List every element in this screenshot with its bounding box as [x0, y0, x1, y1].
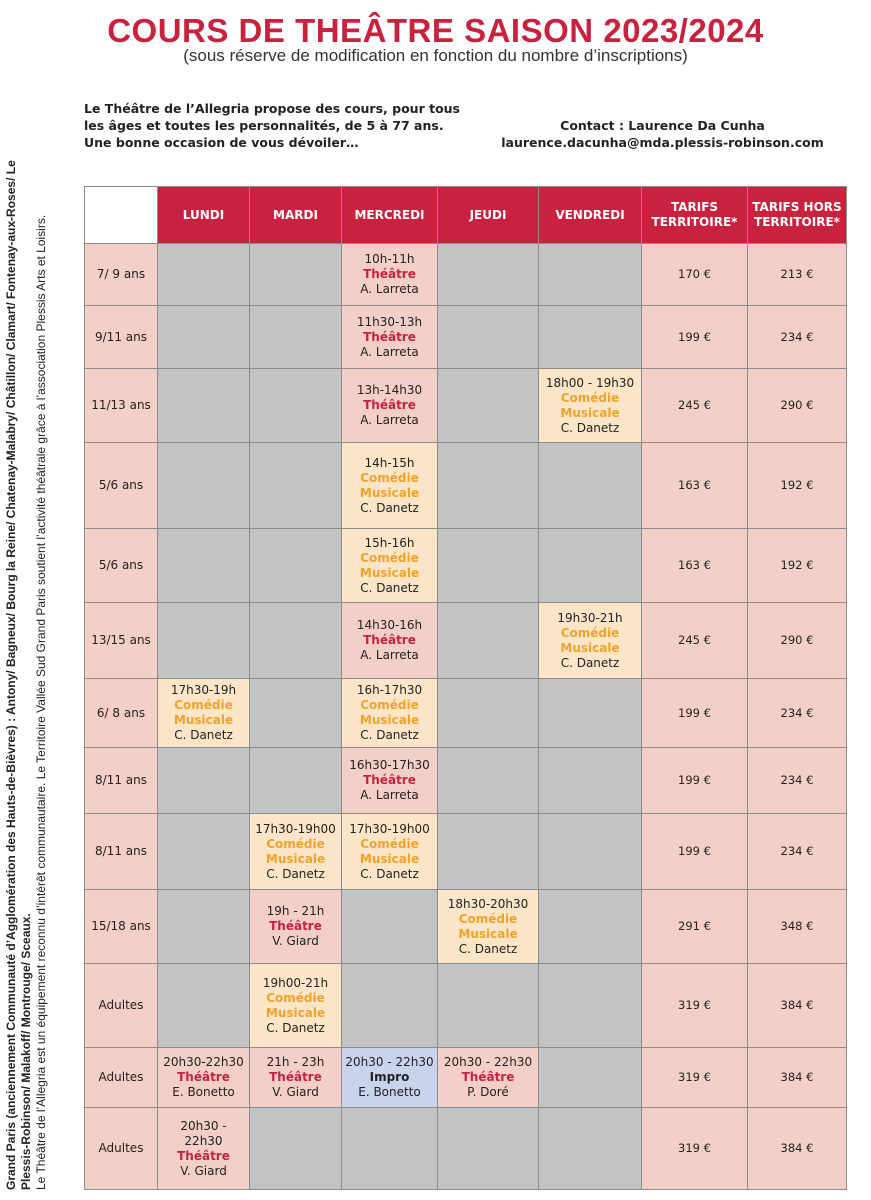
course-activity: Théâtre: [363, 398, 416, 412]
course-activity: Théâtre: [177, 1148, 230, 1163]
empty-slot: [158, 529, 250, 603]
tarif-territoire-cell: 199 €: [642, 814, 748, 890]
tarif-territoire-cell: 199 €: [642, 748, 748, 814]
tarif-territoire-cell: 170 €: [642, 244, 748, 306]
course-teacher: E. Bonetto: [172, 1085, 235, 1099]
tarif-hors-territoire-cell: 348 €: [748, 890, 847, 964]
tarif-hors-territoire-cell: 384 €: [748, 1048, 847, 1108]
course-cell: [438, 890, 539, 964]
empty-slot: [158, 369, 250, 443]
table-row: [85, 244, 847, 306]
course-cell: [342, 748, 438, 814]
empty-slot: [158, 244, 250, 306]
course-cell: [250, 1048, 342, 1108]
table-row: [85, 1108, 847, 1190]
empty-slot: [539, 1048, 642, 1108]
course-time: 10h-11h: [364, 252, 415, 266]
course-teacher: C. Danetz: [360, 728, 419, 742]
empty-slot: [438, 814, 539, 890]
course-cell: [342, 679, 438, 748]
course-activity: Comédie Musicale: [359, 836, 420, 866]
side-note-bold: Grand Paris (anciennement Communauté d’Agglomération des Hauts-de-Bièvres) : Antony/ Bagneux/ Bourg la Reine/ Chatenay-Malabry/ Châtillon/ Clamart/ Fontenay-aux-Roses/ Le Plessis-Robinson/ Malakoff/ Montrouge/ Sceaux.: [4, 160, 33, 1190]
table-row: [85, 748, 847, 814]
table-row: [85, 964, 847, 1048]
course-teacher: A. Larreta: [360, 413, 419, 427]
course-activity: Comédie Musicale: [560, 390, 620, 420]
course-time: 20h30 - 22h30: [180, 1118, 227, 1148]
contact-email[interactable]: laurence.dacunha@mda.plessis-robinson.com: [501, 135, 824, 150]
table-row: [85, 679, 847, 748]
course-teacher: E. Bonetto: [358, 1085, 421, 1099]
schedule-body: [85, 244, 847, 1190]
tarif-territoire-cell: 319 €: [642, 1048, 748, 1108]
course-cell: [250, 890, 342, 964]
empty-slot: [158, 748, 250, 814]
empty-slot: [158, 306, 250, 369]
course-teacher: A. Larreta: [360, 282, 419, 296]
table-row: [85, 369, 847, 443]
empty-slot: [342, 964, 438, 1048]
empty-slot: [438, 603, 539, 679]
empty-slot: [158, 814, 250, 890]
empty-slot: [539, 244, 642, 306]
course-cell: [342, 369, 438, 443]
table-row: [85, 603, 847, 679]
empty-slot: [438, 369, 539, 443]
course-cell: [342, 529, 438, 603]
tarif-hors-territoire-cell: 234 €: [748, 679, 847, 748]
age-cell: 9/11 ans: [85, 306, 158, 369]
header-row: [85, 187, 847, 244]
course-activity: Comédie Musicale: [458, 911, 518, 941]
course-time: 17h30-19h00: [255, 821, 336, 836]
course-time: 19h00-21h: [262, 975, 329, 990]
table-row: [85, 306, 847, 369]
course-teacher: C. Danetz: [560, 420, 620, 435]
tarif-hors-territoire-cell: 384 €: [748, 1108, 847, 1190]
empty-slot: [539, 306, 642, 369]
age-cell: 8/11 ans: [85, 748, 158, 814]
empty-slot: [342, 890, 438, 964]
course-time: 20h30 - 22h30: [345, 1055, 434, 1069]
tarif-hors-territoire-cell: 290 €: [748, 369, 847, 443]
header-tarifs-hors-territoire: TARIFS HORS TERRITOIRE*: [748, 187, 847, 244]
course-teacher: P. Doré: [467, 1085, 509, 1099]
course-teacher: A. Larreta: [360, 344, 419, 359]
header-mercredi: MERCREDI: [342, 187, 438, 244]
course-cell: [342, 443, 438, 529]
empty-slot: [158, 964, 250, 1048]
empty-slot: [158, 443, 250, 529]
empty-slot: [250, 1108, 342, 1190]
tarif-territoire-cell: 199 €: [642, 306, 748, 369]
course-time: 20h30 - 22h30: [443, 1055, 533, 1069]
course-teacher: C. Danetz: [560, 655, 620, 670]
table-row: [85, 1048, 847, 1108]
course-cell: [342, 306, 438, 369]
empty-slot: [250, 603, 342, 679]
header-vendredi: VENDREDI: [539, 187, 642, 244]
header-mardi: MARDI: [250, 187, 342, 244]
age-cell: Adultes: [85, 1108, 158, 1190]
course-teacher: V. Giard: [272, 1085, 319, 1099]
tarif-hors-territoire-cell: 290 €: [748, 603, 847, 679]
course-activity: Théâtre: [363, 267, 416, 281]
course-teacher: V. Giard: [180, 1163, 227, 1178]
empty-slot: [250, 529, 342, 603]
course-teacher: C. Danetz: [360, 866, 419, 881]
course-teacher: C. Danetz: [360, 580, 419, 595]
tarif-hors-territoire-cell: 234 €: [748, 748, 847, 814]
empty-slot: [438, 679, 539, 748]
course-time: 17h30-19h: [170, 683, 237, 697]
course-activity: Théâtre: [363, 633, 416, 647]
course-time: 21h - 23h: [266, 1055, 325, 1069]
course-time: 16h-17h30: [356, 683, 423, 697]
course-activity: Comédie Musicale: [560, 625, 620, 655]
empty-slot: [158, 890, 250, 964]
course-time: 11h30-13h: [356, 314, 423, 329]
tarif-territoire-cell: 319 €: [642, 1108, 748, 1190]
tarif-territoire-cell: 245 €: [642, 603, 748, 679]
course-teacher: C. Danetz: [360, 500, 419, 515]
course-activity: Comédie Musicale: [359, 470, 420, 500]
intro-text: Le Théâtre de l’Allegria propose des cours, pour tous les âges et toutes les personnalités, de 5 à 77 ans. Une bonne occasion de vous dévoiler…: [84, 101, 460, 150]
course-time: 14h30-16h: [356, 618, 423, 632]
empty-slot: [438, 244, 539, 306]
tarif-hors-territoire-cell: 192 €: [748, 443, 847, 529]
empty-slot: [438, 529, 539, 603]
course-activity: Théâtre: [269, 1070, 322, 1084]
page-title: COURS DE THEÂTRE SAISON 2023/2024: [107, 12, 764, 49]
empty-slot: [342, 1108, 438, 1190]
empty-slot: [539, 529, 642, 603]
header-corner: [85, 187, 158, 244]
page-subtitle: (sous réserve de modification en fonction du nombre d’inscriptions): [183, 46, 688, 65]
empty-slot: [438, 964, 539, 1048]
empty-slot: [158, 603, 250, 679]
course-time: 15h-16h: [364, 535, 415, 550]
header-tarifs-territoire: TARIFS TERRITOIRE*: [642, 187, 748, 244]
empty-slot: [250, 306, 342, 369]
empty-slot: [438, 443, 539, 529]
course-cell: [342, 814, 438, 890]
course-time: 14h-15h: [364, 455, 415, 470]
tarif-territoire-cell: 163 €: [642, 443, 748, 529]
age-cell: 5/6 ans: [85, 443, 158, 529]
schedule-table: [84, 186, 847, 1190]
empty-slot: [539, 814, 642, 890]
age-cell: 7/ 9 ans: [85, 244, 158, 306]
course-teacher: C. Danetz: [266, 1020, 325, 1035]
course-time: 16h30-17h30: [349, 758, 430, 772]
side-note-plain: Le Théâtre de l’Allegria est un équipement reconnu d’intérêt communautaire. Le Territoire Vallée Sud Grand Paris soutient l’activité théâtrale grâce à l’association Plessis Arts et Loisirs.: [34, 214, 48, 1190]
table-row: [85, 890, 847, 964]
course-cell: [158, 679, 250, 748]
empty-slot: [250, 748, 342, 814]
course-activity: Théâtre: [363, 773, 416, 787]
course-cell: [342, 603, 438, 679]
course-cell: [539, 603, 642, 679]
tarif-territoire-cell: 245 €: [642, 369, 748, 443]
empty-slot: [250, 679, 342, 748]
empty-slot: [250, 244, 342, 306]
course-time: 19h - 21h: [266, 904, 325, 918]
course-cell: [158, 1048, 250, 1108]
empty-slot: [539, 1108, 642, 1190]
contact-block: [480, 117, 845, 151]
age-cell: Adultes: [85, 964, 158, 1048]
tarif-hors-territoire-cell: 192 €: [748, 529, 847, 603]
course-cell: [438, 1048, 539, 1108]
course-teacher: C. Danetz: [266, 866, 325, 881]
course-activity: Comédie Musicale: [265, 836, 326, 866]
empty-slot: [539, 890, 642, 964]
age-cell: 13/15 ans: [85, 603, 158, 679]
course-activity: Comédie Musicale: [359, 550, 420, 580]
tarif-hors-territoire-cell: 234 €: [748, 814, 847, 890]
course-time: 13h-14h30: [356, 383, 423, 397]
age-cell: Adultes: [85, 1048, 158, 1108]
age-cell: 5/6 ans: [85, 529, 158, 603]
empty-slot: [250, 443, 342, 529]
course-cell: [250, 814, 342, 890]
age-cell: 6/ 8 ans: [85, 679, 158, 748]
empty-slot: [438, 748, 539, 814]
course-teacher: V. Giard: [272, 934, 319, 948]
tarif-hors-territoire-cell: 384 €: [748, 964, 847, 1048]
empty-slot: [539, 679, 642, 748]
header-lundi: LUNDI: [158, 187, 250, 244]
course-activity: Théâtre: [269, 919, 322, 933]
side-note: [4, 130, 84, 1190]
course-cell: [158, 1108, 250, 1190]
course-teacher: C. Danetz: [458, 941, 518, 956]
empty-slot: [438, 1108, 539, 1190]
course-cell: [342, 1048, 438, 1108]
age-cell: 15/18 ans: [85, 890, 158, 964]
tarif-territoire-cell: 319 €: [642, 964, 748, 1048]
course-activity: Théâtre: [461, 1070, 515, 1084]
course-cell: [250, 964, 342, 1048]
course-activity: Théâtre: [363, 329, 416, 344]
age-cell: 8/11 ans: [85, 814, 158, 890]
course-time: 18h00 - 19h30: [545, 375, 635, 390]
empty-slot: [539, 748, 642, 814]
tarif-hors-territoire-cell: 213 €: [748, 244, 847, 306]
empty-slot: [438, 306, 539, 369]
course-activity: Comédie Musicale: [359, 698, 420, 727]
course-cell: [342, 244, 438, 306]
course-time: 20h30-22h30: [163, 1055, 244, 1069]
course-cell: [539, 369, 642, 443]
course-teacher: C. Danetz: [174, 728, 233, 742]
course-teacher: A. Larreta: [360, 648, 419, 662]
course-time: 18h30-20h30: [447, 896, 529, 911]
course-teacher: A. Larreta: [360, 788, 419, 802]
empty-slot: [539, 443, 642, 529]
course-activity: Comédie Musicale: [265, 990, 326, 1020]
contact-label: Contact : Laurence Da Cunha: [560, 118, 765, 133]
course-time: 19h30-21h: [557, 610, 623, 625]
empty-slot: [250, 369, 342, 443]
course-activity: Comédie Musicale: [173, 698, 234, 727]
table-row: [85, 529, 847, 603]
table-row: [85, 814, 847, 890]
course-activity: Impro: [369, 1070, 410, 1084]
header-jeudi: JEUDI: [438, 187, 539, 244]
table-row: [85, 443, 847, 529]
tarif-territoire-cell: 163 €: [642, 529, 748, 603]
course-time: 17h30-19h00: [349, 821, 430, 836]
course-activity: Théâtre: [177, 1070, 230, 1084]
empty-slot: [539, 964, 642, 1048]
tarif-territoire-cell: 291 €: [642, 890, 748, 964]
age-cell: 11/13 ans: [85, 369, 158, 443]
tarif-territoire-cell: 199 €: [642, 679, 748, 748]
tarif-hors-territoire-cell: 234 €: [748, 306, 847, 369]
